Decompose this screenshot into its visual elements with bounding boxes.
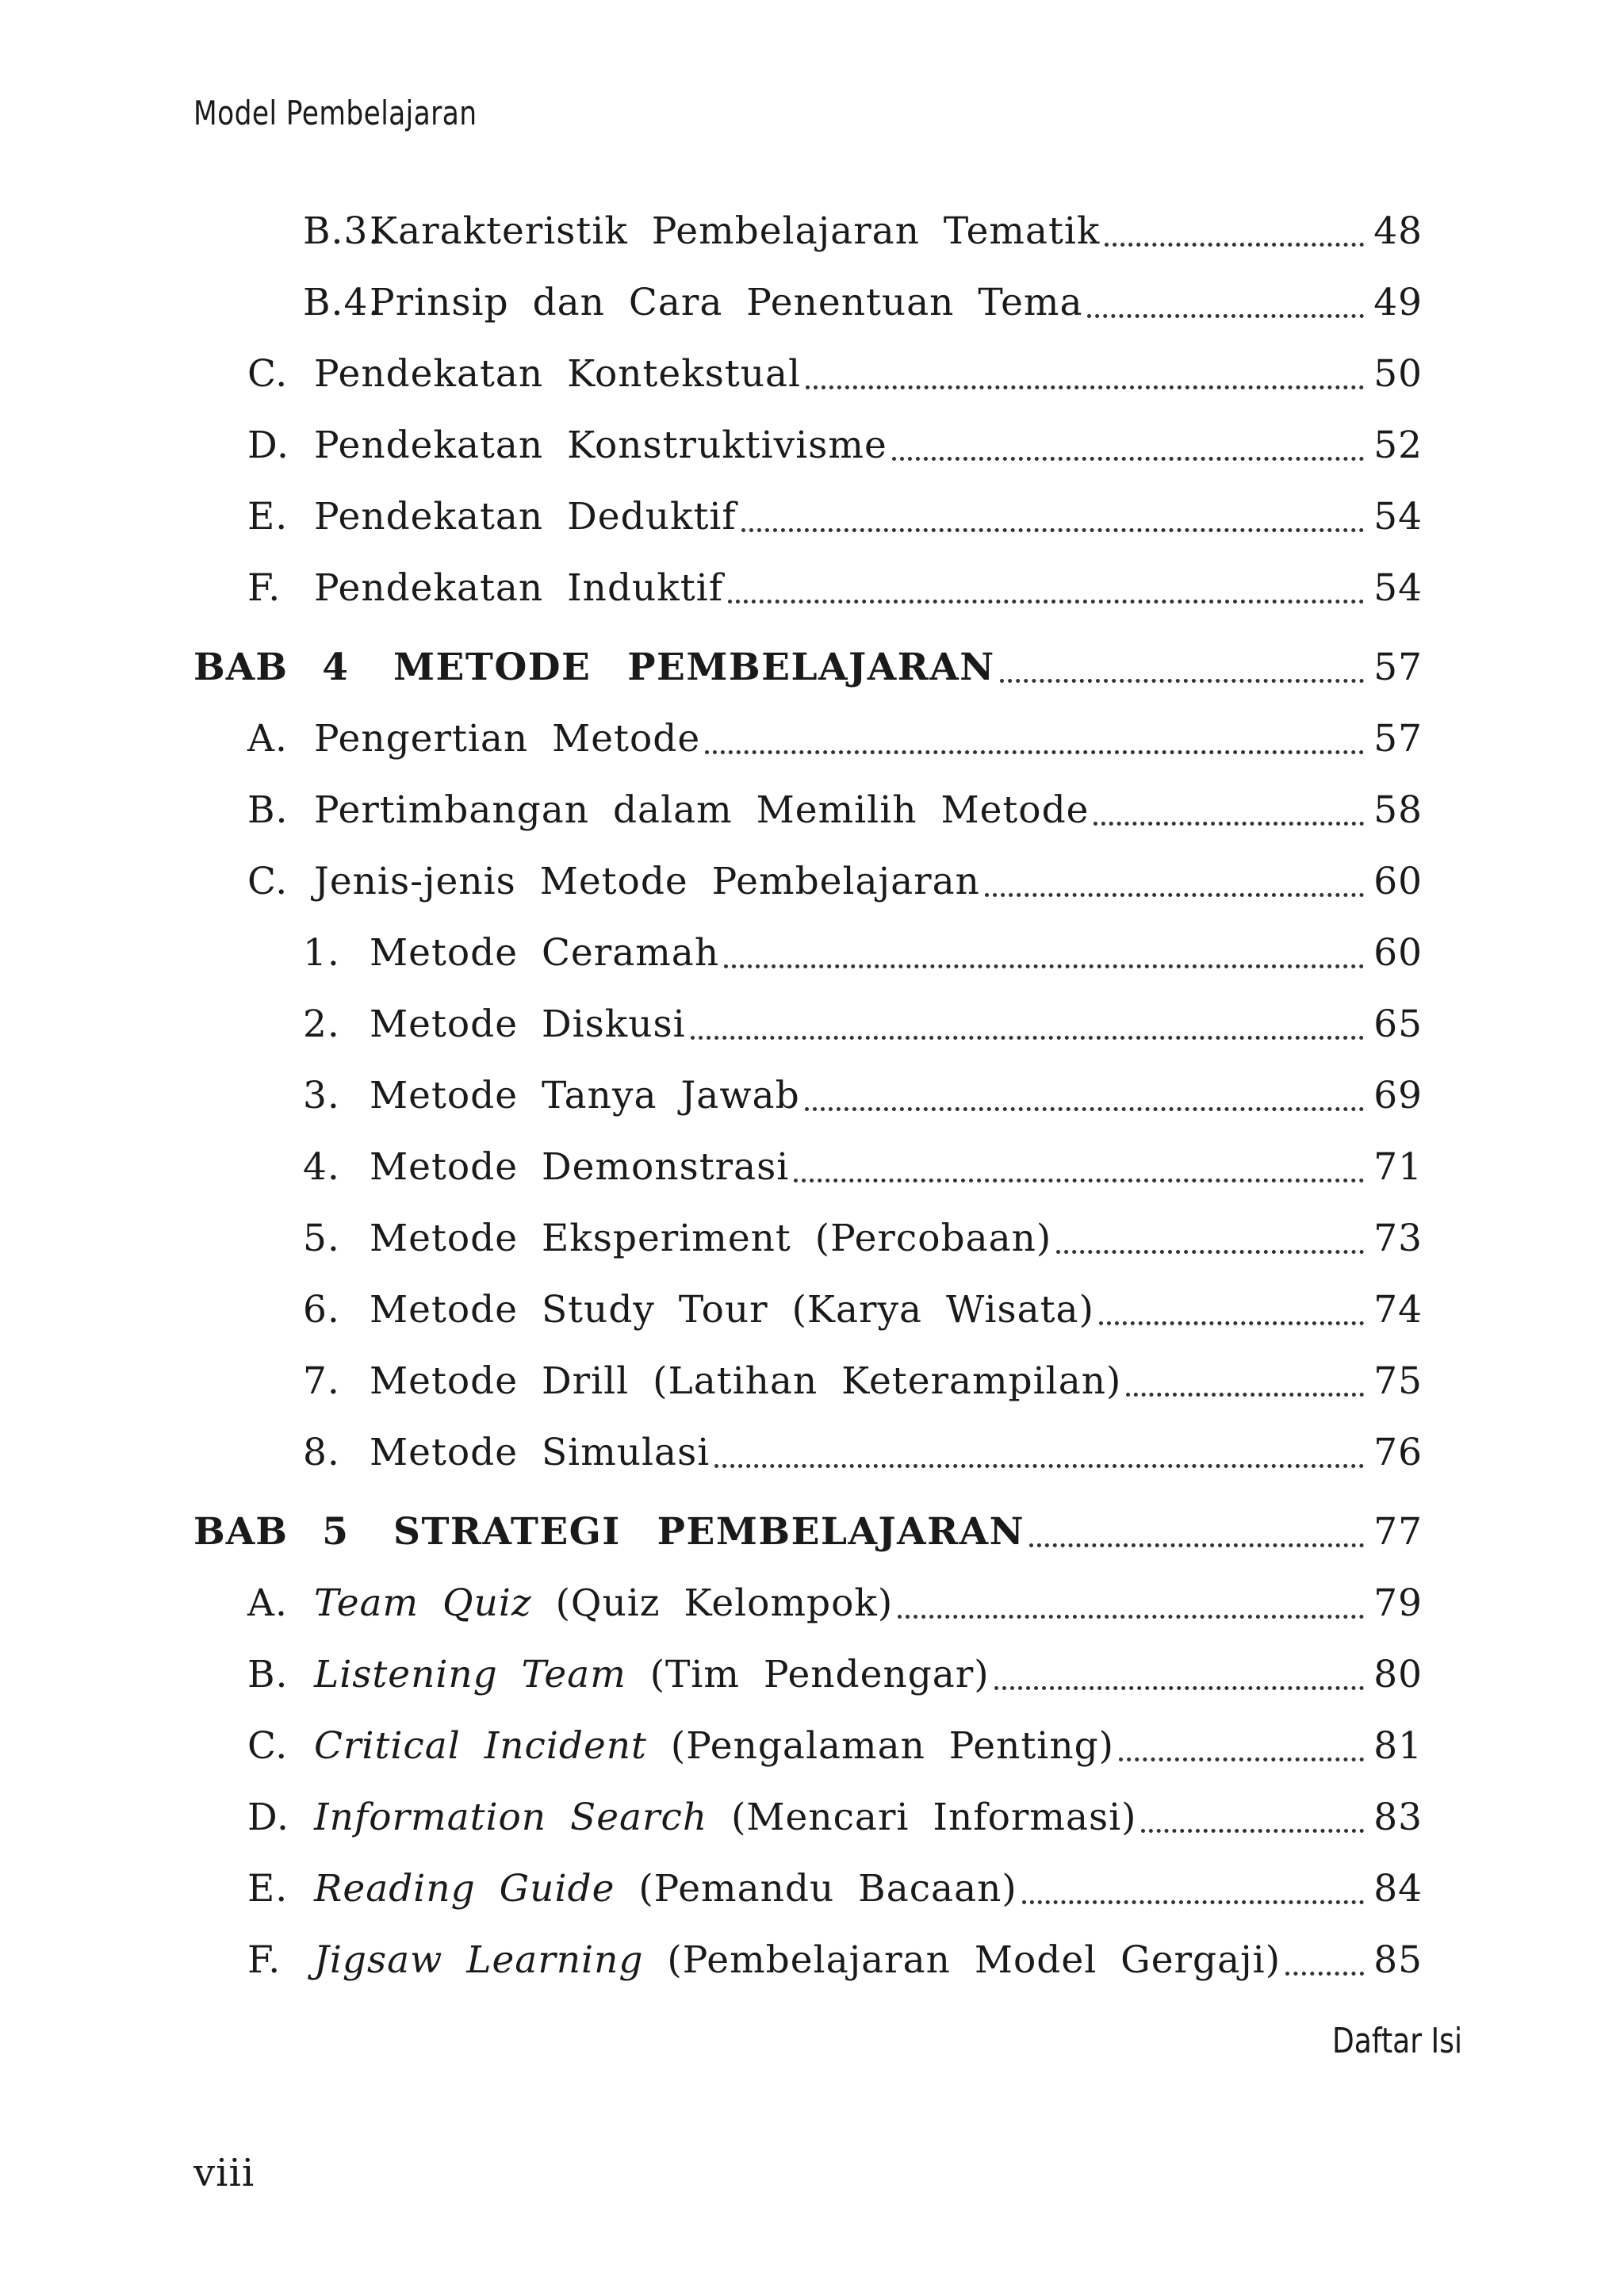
toc-dot-leader bbox=[1022, 1900, 1364, 1904]
toc-dot-leader bbox=[691, 1036, 1364, 1040]
toc-entry-title: Metode Tanya Jawab bbox=[370, 1074, 800, 1117]
toc-entry-title-rest: (Mencari Informasi) bbox=[731, 1796, 1137, 1839]
toc-entry-page: 49 bbox=[1373, 281, 1423, 324]
toc-entry-row bbox=[0, 1794, 1624, 1842]
toc-entry-marker: A. bbox=[247, 1581, 288, 1625]
toc-entry-title-italic: Information Search bbox=[314, 1796, 708, 1839]
toc-entry-title bbox=[314, 1580, 893, 1627]
toc-entry-title-rest: (Quiz Kelompok) bbox=[555, 1581, 894, 1625]
toc-dot-leader bbox=[794, 1179, 1364, 1182]
toc-entry-marker: BAB 4 bbox=[193, 646, 349, 689]
toc-entry-row bbox=[0, 930, 1624, 977]
toc-entry-title: Jenis-jenis Metode Pembelajaran bbox=[314, 860, 980, 903]
toc-entry-marker: 7. bbox=[303, 1359, 340, 1403]
toc-entry-page: 77 bbox=[1373, 1510, 1423, 1554]
toc-entry-title: Pendekatan Deduktif bbox=[314, 495, 737, 539]
toc-entry-marker: D. bbox=[247, 424, 289, 467]
toc-entry-page: 65 bbox=[1373, 1002, 1423, 1046]
toc-entry-row bbox=[0, 1580, 1624, 1627]
toc-entry-marker: B.3. bbox=[303, 209, 381, 253]
toc-entry-title-rest: (Tim Pendengar) bbox=[649, 1653, 990, 1696]
toc-entry-title: Metode Drill (Latihan Keterampilan) bbox=[370, 1359, 1122, 1403]
toc-entry-marker: BAB 5 bbox=[193, 1510, 349, 1554]
toc-dot-leader bbox=[1099, 1321, 1364, 1325]
toc-chapter-row bbox=[0, 644, 1624, 692]
toc-chapter-row bbox=[0, 1508, 1624, 1556]
toc-entry-marker: D. bbox=[247, 1796, 289, 1839]
toc-entry-marker: 4. bbox=[303, 1145, 340, 1189]
toc-entry-row bbox=[0, 1286, 1624, 1334]
toc-entry-page: 81 bbox=[1373, 1724, 1423, 1768]
footer-section-label: Daftar Isi bbox=[1332, 2021, 1462, 2061]
toc-entry-marker: B.4. bbox=[303, 281, 381, 324]
toc-entry-page: 69 bbox=[1373, 1074, 1423, 1117]
toc-dot-leader bbox=[1105, 243, 1364, 247]
toc-entry-page: 74 bbox=[1373, 1288, 1423, 1332]
toc-entry-title: METODE PEMBELAJARAN bbox=[393, 646, 995, 689]
toc-entry-title bbox=[314, 1865, 1017, 1913]
toc-dot-leader bbox=[806, 385, 1364, 389]
toc-entry-page: 76 bbox=[1373, 1431, 1423, 1474]
toc-dot-leader bbox=[1126, 1393, 1364, 1397]
toc-dot-leader bbox=[892, 457, 1364, 461]
toc-entry-title: Pengertian Metode bbox=[314, 717, 701, 761]
toc-entry-title bbox=[314, 1937, 1281, 1984]
toc-entry-page: 85 bbox=[1373, 1938, 1423, 1982]
toc-entry-marker: E. bbox=[247, 1867, 289, 1911]
toc-entry-title-italic: Team Quiz bbox=[314, 1581, 532, 1625]
toc-entry-row bbox=[0, 1723, 1624, 1770]
toc-entry-row bbox=[0, 715, 1624, 763]
toc-dot-leader bbox=[1094, 822, 1364, 826]
toc-entry-title: Pendekatan Kontekstual bbox=[314, 352, 802, 396]
toc-entry-marker: 6. bbox=[303, 1288, 340, 1332]
toc-dot-leader bbox=[1056, 1250, 1364, 1254]
toc-entry-marker: C. bbox=[247, 860, 289, 903]
toc-entry-marker: F. bbox=[247, 566, 282, 610]
toc-entry-page: 79 bbox=[1373, 1581, 1423, 1625]
toc-entry-title: Metode Eksperiment (Percobaan) bbox=[370, 1217, 1052, 1260]
toc-entry-title bbox=[314, 1651, 990, 1699]
toc-entry-page: 57 bbox=[1373, 717, 1423, 761]
toc-entry-page: 58 bbox=[1373, 788, 1423, 832]
toc-entry-page: 60 bbox=[1373, 931, 1423, 975]
toc-entry-marker: 2. bbox=[303, 1002, 340, 1046]
toc-entry-marker: 1. bbox=[303, 931, 340, 975]
toc-entry-row bbox=[0, 565, 1624, 612]
toc-entry-title: Prinsip dan Cara Penentuan Tema bbox=[370, 281, 1083, 324]
toc-dot-leader bbox=[714, 1464, 1364, 1468]
toc-entry-title-italic: Jigsaw Learning bbox=[314, 1938, 644, 1982]
toc-entry-row bbox=[0, 1651, 1624, 1699]
toc-entry-page: 71 bbox=[1373, 1145, 1423, 1189]
toc-entry-title: Karakteristik Pembelajaran Tematik bbox=[370, 209, 1101, 253]
toc-entry-title-italic: Listening Team bbox=[314, 1653, 626, 1696]
toc-entry-row bbox=[0, 208, 1624, 255]
toc-entry-marker: 5. bbox=[303, 1217, 340, 1260]
toc-entry-marker: 8. bbox=[303, 1431, 340, 1474]
toc-entry-row bbox=[0, 1144, 1624, 1191]
toc-entry-title-italic: Reading Guide bbox=[314, 1867, 615, 1911]
toc-entry-row bbox=[0, 1429, 1624, 1477]
toc-entry-row bbox=[0, 1072, 1624, 1120]
toc-dot-leader bbox=[1087, 314, 1364, 318]
toc-entry-page: 84 bbox=[1373, 1867, 1423, 1911]
toc-dot-leader bbox=[1119, 1757, 1364, 1761]
toc-dot-leader bbox=[994, 1686, 1365, 1690]
toc-entry-page: 73 bbox=[1373, 1217, 1423, 1260]
toc-entry-marker: B. bbox=[247, 788, 289, 832]
toc-dot-leader bbox=[805, 1107, 1365, 1111]
toc-entry-page: 83 bbox=[1373, 1796, 1423, 1839]
toc-entry-marker: A. bbox=[247, 717, 288, 761]
toc-entry-row bbox=[0, 1865, 1624, 1913]
toc-entry-title: Metode Demonstrasi bbox=[370, 1145, 790, 1189]
toc-entry-title: Metode Diskusi bbox=[370, 1002, 686, 1046]
toc-entry-marker: E. bbox=[247, 495, 289, 539]
toc-entry-title: Pertimbangan dalam Memilih Metode bbox=[314, 788, 1090, 832]
toc-entry-title-italic: Critical Incident bbox=[314, 1724, 647, 1768]
toc-entry-row bbox=[0, 1215, 1624, 1263]
toc-entry-marker: C. bbox=[247, 352, 289, 396]
toc-entry-title: Pendekatan Induktif bbox=[314, 566, 724, 610]
toc-dot-leader bbox=[705, 750, 1364, 754]
toc-entry-page: 50 bbox=[1373, 352, 1423, 396]
toc-entry-marker: 3. bbox=[303, 1074, 340, 1117]
toc-entry-marker: B. bbox=[247, 1653, 289, 1696]
toc-entry-title: Metode Study Tour (Karya Wisata) bbox=[370, 1288, 1094, 1332]
toc-entry-title: Metode Simulasi bbox=[370, 1431, 710, 1474]
toc-entry-title-rest: (Pengalaman Penting) bbox=[670, 1724, 1115, 1768]
page-number: viii bbox=[193, 2151, 255, 2195]
running-header-title: Model Pembelajaran bbox=[193, 94, 477, 132]
toc-entry-page: 80 bbox=[1373, 1653, 1423, 1696]
toc-entry-page: 54 bbox=[1373, 495, 1423, 539]
toc-entry-page: 60 bbox=[1373, 860, 1423, 903]
toc-dot-leader bbox=[1029, 1543, 1364, 1547]
toc-entry-page: 57 bbox=[1373, 646, 1423, 689]
toc-entry-title: STRATEGI PEMBELAJARAN bbox=[393, 1510, 1025, 1554]
toc-entry-marker: C. bbox=[247, 1724, 289, 1768]
toc-dot-leader bbox=[728, 600, 1364, 604]
toc-entry-marker: F. bbox=[247, 1938, 282, 1982]
toc-entry-row bbox=[0, 858, 1624, 906]
toc-dot-leader bbox=[898, 1615, 1364, 1619]
toc-entry-title: Metode Ceramah bbox=[370, 931, 720, 975]
toc-entry-page: 54 bbox=[1373, 566, 1423, 610]
toc-entry-page: 48 bbox=[1373, 209, 1423, 253]
toc-entry-row bbox=[0, 493, 1624, 541]
toc-entry-title bbox=[314, 1794, 1136, 1842]
toc-dot-leader bbox=[1000, 679, 1365, 683]
toc-entry-row bbox=[0, 422, 1624, 470]
toc-entry-row bbox=[0, 279, 1624, 327]
toc-dot-leader bbox=[724, 964, 1364, 968]
toc-entry-row bbox=[0, 787, 1624, 834]
toc-entry-row bbox=[0, 351, 1624, 398]
toc-entry-page: 52 bbox=[1373, 424, 1423, 467]
toc-entry-row bbox=[0, 1358, 1624, 1405]
toc-dot-leader bbox=[1285, 1972, 1364, 1976]
toc-dot-leader bbox=[985, 893, 1364, 897]
toc-entry-page: 75 bbox=[1373, 1359, 1423, 1403]
toc-entry-row bbox=[0, 1937, 1624, 1984]
toc-entry-row bbox=[0, 1001, 1624, 1048]
toc-entry-title bbox=[314, 1723, 1114, 1770]
toc-dot-leader bbox=[741, 528, 1364, 532]
toc-entry-title-rest: (Pembelajaran Model Gergaji) bbox=[667, 1938, 1281, 1982]
toc-entry-title: Pendekatan Konstruktivisme bbox=[314, 424, 887, 467]
toc-entry-title-rest: (Pemandu Bacaan) bbox=[638, 1867, 1017, 1911]
toc-dot-leader bbox=[1141, 1829, 1364, 1833]
